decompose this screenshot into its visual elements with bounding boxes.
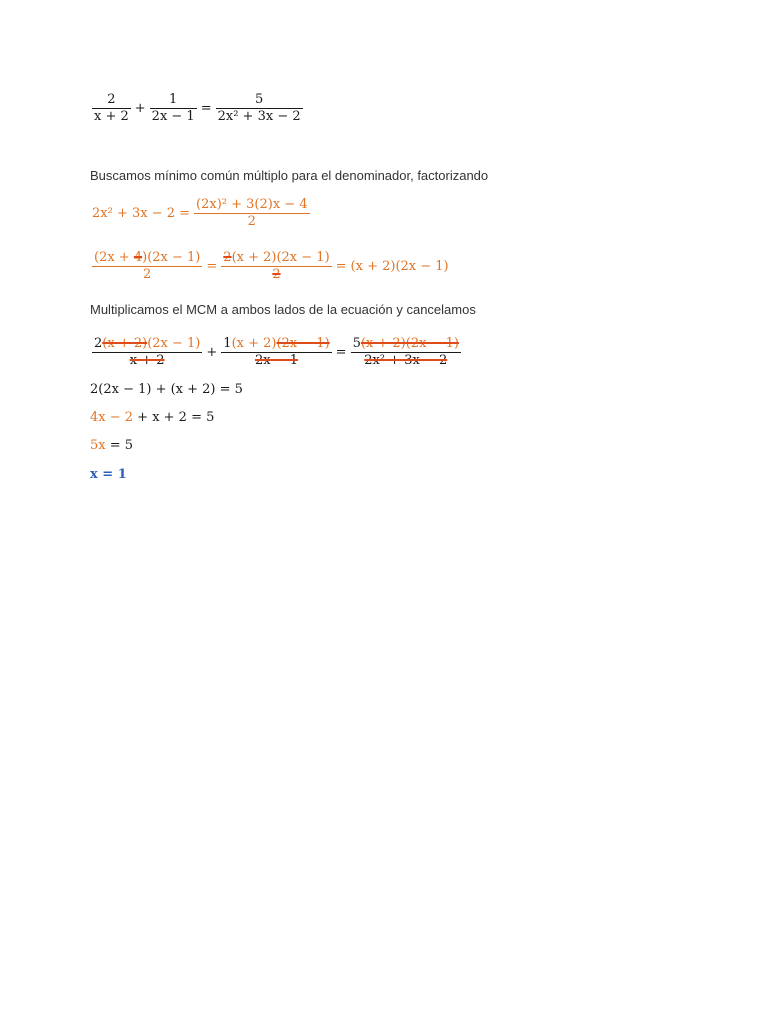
equation-step bbox=[90, 438, 133, 453]
operator: = bbox=[335, 259, 347, 274]
operator: = bbox=[200, 101, 212, 116]
equation-original bbox=[90, 92, 305, 125]
denominator: 2 bbox=[143, 267, 152, 282]
denominator-cancelled: x + 2 bbox=[129, 353, 165, 368]
coefficient: 1 bbox=[223, 336, 232, 351]
fraction bbox=[92, 336, 202, 369]
expr-part: 4x − 2 bbox=[90, 410, 134, 425]
expression: 2x² + 3x − 2 = bbox=[92, 206, 191, 221]
expression: (x + 2)(2x − 1) bbox=[350, 259, 449, 274]
denominator: 2x² + 3x − 2 bbox=[217, 109, 301, 124]
denominator-cancelled: 2x² + 3x − 2 bbox=[364, 353, 448, 368]
cancelled-term: (x + 2) bbox=[102, 336, 148, 351]
expr-part: )(2x − 1) bbox=[142, 250, 201, 265]
operator: = bbox=[335, 345, 347, 360]
coefficient: 2 bbox=[94, 336, 103, 351]
equation-step: 2(2x − 1) + (x + 2) = 5 bbox=[90, 382, 243, 397]
fraction bbox=[221, 250, 331, 283]
fraction bbox=[351, 336, 461, 369]
cancelled-term: 4 bbox=[133, 250, 143, 265]
equation-factor bbox=[90, 197, 312, 230]
equation-step bbox=[90, 410, 214, 425]
expr-part: (x + 2)(2x − 1) bbox=[231, 250, 330, 265]
numerator bbox=[221, 250, 331, 267]
paragraph: Multiplicamos el MCM a ambos lados de la ecuación y cancelamos bbox=[90, 302, 476, 317]
cancelled-term: 2 bbox=[223, 250, 232, 265]
expr-part: = 5 bbox=[105, 438, 134, 453]
expr-part: (2x − 1) bbox=[147, 336, 201, 351]
fraction bbox=[92, 250, 202, 283]
numerator bbox=[221, 336, 331, 353]
expr-part: (2x + bbox=[94, 250, 134, 265]
fraction bbox=[194, 197, 310, 230]
denominator: 2x − 1 bbox=[151, 109, 195, 124]
coefficient: 5 bbox=[352, 336, 361, 351]
numerator bbox=[92, 250, 202, 267]
numerator: (2x)² + 3(2)x − 4 bbox=[196, 197, 308, 212]
numerator bbox=[92, 336, 202, 353]
numerator: 1 bbox=[150, 92, 197, 109]
denominator-cancelled: 2x − 1 bbox=[254, 353, 298, 368]
numerator bbox=[351, 336, 461, 353]
expr-part: (x + 2) bbox=[231, 336, 277, 351]
cancelled-term: (x + 2)(2x − 1) bbox=[360, 336, 459, 351]
expr-part: 5x bbox=[90, 438, 106, 453]
equation-mcm bbox=[90, 336, 463, 369]
fraction bbox=[150, 92, 197, 125]
equation-simplify bbox=[90, 250, 451, 283]
fraction bbox=[92, 92, 131, 125]
denominator-cancelled: 2 bbox=[272, 267, 281, 282]
paragraph: Buscamos mínimo común múltiplo para el denominador, factorizando bbox=[90, 168, 489, 183]
expr-part: + x + 2 = 5 bbox=[133, 410, 215, 425]
equation-result: x = 1 bbox=[90, 467, 127, 482]
operator: + bbox=[134, 101, 146, 116]
operator: + bbox=[206, 345, 218, 360]
cancelled-term: (2x − 1) bbox=[276, 336, 330, 351]
fraction bbox=[216, 92, 303, 125]
numerator: 5 bbox=[216, 92, 303, 109]
denominator: 2 bbox=[247, 214, 256, 229]
denominator: x + 2 bbox=[94, 109, 129, 124]
operator: = bbox=[206, 259, 218, 274]
numerator: 2 bbox=[92, 92, 131, 109]
fraction bbox=[221, 336, 331, 369]
